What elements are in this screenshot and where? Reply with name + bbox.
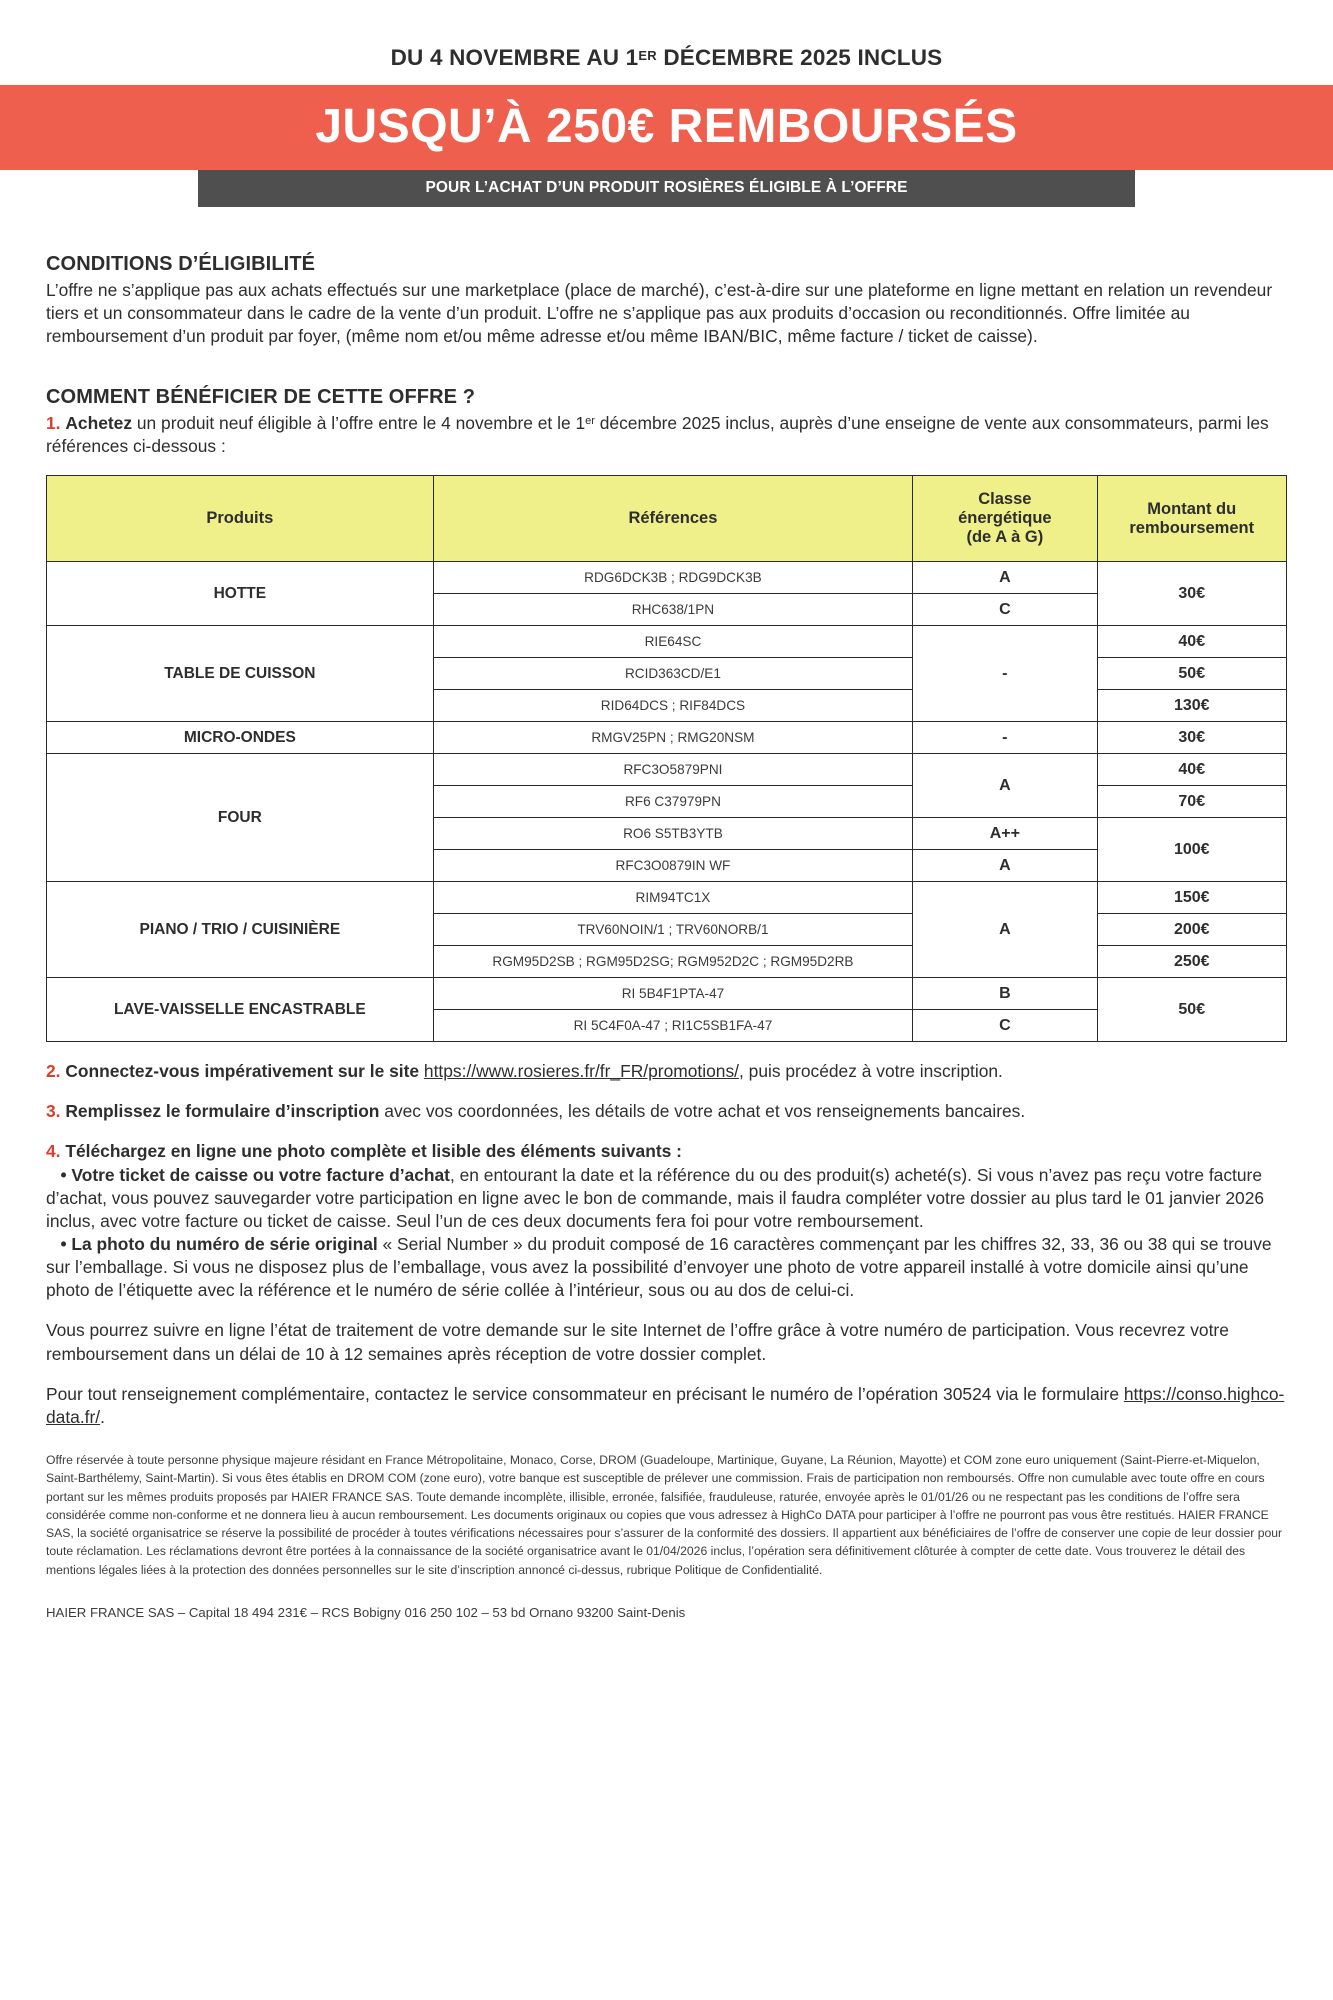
cell-amount: 30€: [1097, 562, 1287, 626]
cell-reference: RI 5C4F0A-47 ; RI1C5SB1FA-47: [433, 1010, 913, 1042]
cell-amount: 200€: [1097, 914, 1287, 946]
cell-reference: TRV60NOIN/1 ; TRV60NORB/1: [433, 914, 913, 946]
step-3-tail: avec vos coordonnées, les détails de votre achat et vos renseignements bancaires.: [379, 1101, 1026, 1122]
cell-energy-class: -: [913, 722, 1097, 754]
offer-date-line: [0, 0, 1333, 85]
step-2-tail: , puis procédez à votre inscription.: [738, 1061, 1003, 1082]
cell-energy-class: C: [913, 1010, 1097, 1042]
step-4-bullet-2-bold: • La photo du numéro de série original: [60, 1233, 378, 1254]
cell-amount: 30€: [1097, 722, 1287, 754]
table-row: [47, 562, 1287, 594]
eligibility-title: CONDITIONS D’ÉLIGIBILITÉ: [46, 253, 316, 275]
step-2-number: 2.: [46, 1061, 61, 1082]
cell-amount: 100€: [1097, 818, 1287, 882]
tracking-paragraph: Vous pourrez suivre en ligne l’état de traitement de votre demande sur le site Internet de l’offre grâce à votre numéro de participation. Vous recevrez votre remboursement dans un délai de 10 à 12 semaines après réception de votre dossier complet.: [46, 1320, 1229, 1364]
contact-paragraph: [46, 1383, 1287, 1429]
cell-product: TABLE DE CUISSON: [47, 626, 434, 722]
cell-reference: RI 5B4F1PTA-47: [433, 978, 913, 1010]
company-info: HAIER FRANCE SAS – Capital 18 494 231€ – RCS Bobigny 016 250 102 – 53 bd Ornano 93200 Saint-Denis: [46, 1605, 686, 1620]
step-4-bullet-1-tail: , en entourant la date et la référence du ou des produit(s) acheté(s). Si vous n’avez pas reçu votre facture d’achat, vous pouvez sauvegarder votre participation en ligne avec le bon de commande, mais il faudra compléter votre dossier au plus tard le 01 janvier 2026 inclus, avec votre facture ou ticket de caisse. Seul l’un de ces deux documents fera foi pour votre remboursement.: [46, 1164, 1265, 1231]
step-3-bold: Remplissez le formulaire d’inscription: [65, 1101, 380, 1122]
table-row: [47, 754, 1287, 786]
cell-product: FOUR: [47, 754, 434, 882]
cell-reference: RHC638/1PN: [433, 594, 913, 626]
cell-reference: RGM95D2SB ; RGM95D2SG; RGM952D2C ; RGM95D2RB: [433, 946, 913, 978]
cell-reference: RF6 C37979PN: [433, 786, 913, 818]
cell-amount: 50€: [1097, 978, 1287, 1042]
cell-product: PIANO / TRIO / CUISINIÈRE: [47, 882, 434, 978]
th-references: Références: [433, 476, 913, 562]
step-4-bullet-1-bold: • Votre ticket de caisse ou votre facture d’achat: [60, 1164, 450, 1185]
step-4-number: 4.: [46, 1141, 61, 1162]
cell-energy-class: C: [913, 594, 1097, 626]
cell-energy-class: A: [913, 754, 1097, 818]
contact-text-post: .: [100, 1406, 105, 1427]
th-energy-line-3: (de A à G): [966, 528, 1044, 547]
cell-product: LAVE-VAISSELLE ENCASTRABLE: [47, 978, 434, 1042]
contact-text-pre: Pour tout renseignement complémentaire, contactez le service consommateur en précisant le numéro de l’opération 30524 via le formulaire: [46, 1383, 1124, 1404]
products-table-body: [47, 562, 1287, 1042]
offer-date-ordinal: ER: [638, 48, 657, 63]
cell-amount: 70€: [1097, 786, 1287, 818]
eligibility-text: L’offre ne s’applique pas aux achats effectués sur une marketplace (place de marché), c’est-à-dire sur une plateforme en ligne mettant en relation un revendeur tiers et un consommateur dans le cadre de la vente d’un produit. L’offre ne s’applique pas aux produits d’occasion ou reconditionnés. Offre limitée au remboursement d’un produit par foyer, (même nom et/ou même adresse et/ou même IBAN/BIC, même facture / ticket de caisse).: [46, 280, 1273, 346]
cell-amount: 250€: [1097, 946, 1287, 978]
subheadline-banner: [198, 170, 1135, 207]
step-1-text-a: un produit neuf éligible à l’offre entre le 4 novembre et le 1: [132, 412, 586, 433]
th-products: Produits: [47, 476, 434, 562]
cell-reference: RFC3O0879IN WF: [433, 850, 913, 882]
cell-reference: RCID363CD/E1: [433, 658, 913, 690]
cell-energy-class: B: [913, 978, 1097, 1010]
step-1: [46, 412, 1287, 458]
table-header-row: [47, 476, 1287, 562]
th-amount: [1097, 476, 1287, 562]
offer-date-prefix: DU 4 NOVEMBRE AU 1: [390, 45, 639, 70]
th-amount-line-2: remboursement: [1129, 518, 1255, 537]
products-table: [46, 475, 1287, 1042]
legal-fineprint: Offre réservée à toute personne physique majeure résidant en France Métropolitaine, Monaco, Corse, DROM (Guadeloupe, Martinique, Guyane, La Réunion, Mayotte) et COM zone euro uniquement (Saint-Pierre-et-Miquelon, Saint-Barthélemy, Saint-Martin). Si vous êtes établis en DROM COM (zone euro), votre banque est susceptible de prélever une commission. Frais de participation non remboursés. Offre non cumulable avec toute offre en cours portant sur les mêmes produits proposés par HAIER FRANCE SAS. Toute demande incomplète, illisible, erronée, falsifiée, frauduleuse, raturée, envoyée après le 01/01/26 ou ne respectant pas les conditions de l’offre sera considérée comme non-conforme et ne donnera lieu à aucun remboursement. Les documents originaux ou copies que vous adressez à HighCo DATA pour participer à l’offre ne pourront pas vous être restitués. HAIER FRANCE SAS, la société organisatrice se réserve la possibilité de procéder à toutes vérifications nécessaires pour s’assurer de la conformité des dossiers. Il appartient aux bénéficiaires de l’offre de conserver une copie de leur dossier pour toute réclamation. Les réclamations devront être portées à la connaissance de la société organisatrice avant le 01/04/2026 inclus, l’opération sera définitivement clôturée à compter de cette date. Vous trouverez le détail des mentions légales liées à la protection des données personnelles sur le site d’inscription annoncé ci-dessus, rubrique Politique de Confidentialité.: [46, 1452, 1283, 1577]
step-1-number: 1.: [46, 412, 61, 433]
step-1-text-b: décembre 2025 inclus, auprès d’une enseigne de vente aux consommateurs, parmi les références ci-dessous :: [46, 412, 1269, 457]
cell-amount: 150€: [1097, 882, 1287, 914]
step-1-bold: Achetez: [65, 412, 133, 433]
cell-amount: 40€: [1097, 626, 1287, 658]
cell-product: HOTTE: [47, 562, 434, 626]
cell-reference: RID64DCS ; RIF84DCS: [433, 690, 913, 722]
cell-reference: RO6 S5TB3YTB: [433, 818, 913, 850]
step-4: [46, 1140, 1287, 1302]
rosieres-promotions-link[interactable]: https://www.rosieres.fr/fr_FR/promotions/: [423, 1061, 739, 1082]
cell-energy-class: A: [913, 562, 1097, 594]
highco-form-link[interactable]: https://conso.highco-data.fr/: [46, 1383, 1285, 1427]
step-4-bullet-2: [46, 1233, 1287, 1302]
table-row: [47, 626, 1287, 658]
table-row: [47, 882, 1287, 914]
headline-text: JUSQU’À 250€ REMBOURSÉS: [315, 100, 1018, 153]
th-energy-class: [913, 476, 1097, 562]
cell-reference: RIM94TC1X: [433, 882, 913, 914]
cell-energy-class: -: [913, 626, 1097, 722]
step-4-bold: Téléchargez en ligne une photo complète et lisible des éléments suivants :: [65, 1141, 682, 1162]
step-1-ordinal: er: [585, 414, 595, 427]
cell-energy-class: A: [913, 850, 1097, 882]
cell-amount: 50€: [1097, 658, 1287, 690]
step-2: [46, 1060, 1287, 1083]
cell-amount: 40€: [1097, 754, 1287, 786]
cell-product: MICRO-ONDES: [47, 722, 434, 754]
cell-reference: RFC3O5879PNI: [433, 754, 913, 786]
step-3: [46, 1100, 1287, 1123]
step-4-bullet-1: [46, 1164, 1287, 1233]
table-row: [47, 722, 1287, 754]
table-row: [47, 978, 1287, 1010]
step-3-number: 3.: [46, 1101, 61, 1122]
headline-banner: [0, 85, 1333, 170]
cell-amount: 130€: [1097, 690, 1287, 722]
step-4-bullet-2-tail: « Serial Number » du produit composé de 16 caractères commençant par les chiffres 32, 33, 36 ou 38 qui se trouve sur l’emballage. Si vous ne disposez plus de l’emballage, vous avez la possibilité d’envoyer une photo de votre appareil installé à votre domicile ainsi qu’une photo de l’étiquette avec la référence et le numéro de série collée à l’intérieur, sous ou au dos de celui-ci.: [46, 1233, 1272, 1301]
step-2-bold: Connectez-vous impérativement sur le site: [65, 1061, 420, 1082]
cell-energy-class: A++: [913, 818, 1097, 850]
cell-energy-class: A: [913, 882, 1097, 978]
th-energy-line-1: Classe: [978, 490, 1032, 509]
th-amount-line-1: Montant du: [1147, 499, 1237, 518]
subheadline-text: POUR L’ACHAT D’UN PRODUIT ROSIÈRES ÉLIGIBLE À L’OFFRE: [425, 179, 908, 196]
cell-reference: RMGV25PN ; RMG20NSM: [433, 722, 913, 754]
document-body: [0, 253, 1333, 1620]
offer-date-suffix: DÉCEMBRE 2025 INCLUS: [656, 45, 943, 70]
howto-title: COMMENT BÉNÉFICIER DE CETTE OFFRE ?: [46, 385, 476, 408]
th-energy-line-2: énergétique: [958, 509, 1052, 528]
cell-reference: RIE64SC: [433, 626, 913, 658]
cell-reference: RDG6DCK3B ; RDG9DCK3B: [433, 562, 913, 594]
